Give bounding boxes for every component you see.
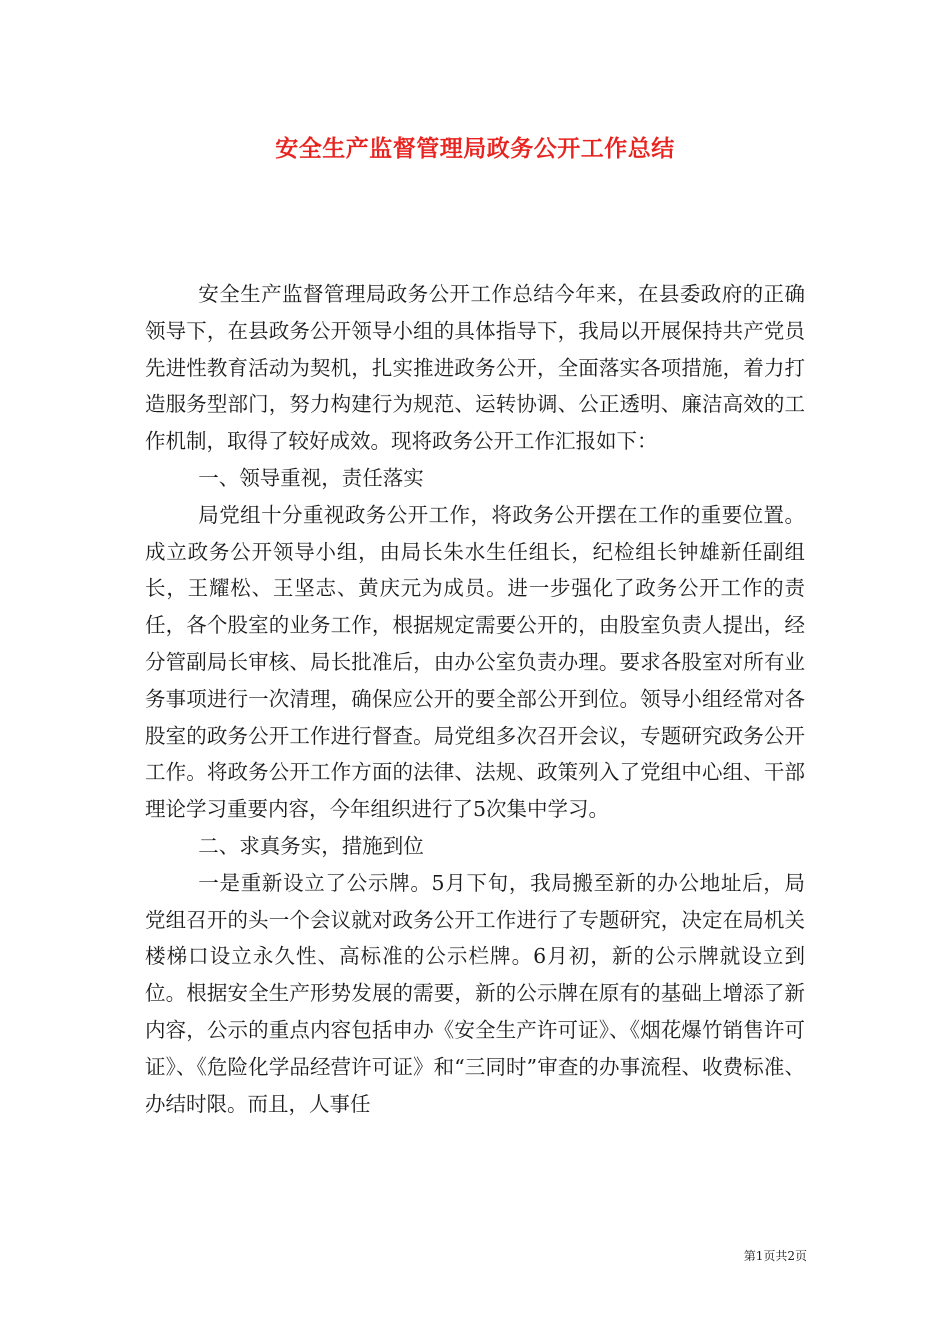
paragraph-intro: 安全生产监督管理局政务公开工作总结今年来，在县委政府的正确领导下，在县政务公开领导小组的具体指导下，我局以开展保持共产党员先进性教育活动为契机，扎实推进政务公开，全面落实各项措施，着力打造服务型部门，努力构建行为规范、运转协调、公正透明、廉洁高效的工作机制，取得了较好成效。现将政务公开工作汇报如下：	[145, 282, 805, 454]
page-number: 第1页共2页	[743, 1249, 807, 1263]
paragraph-leadership: 局党组十分重视政务公开工作，将政务公开摆在工作的重要位置。成立政务公开领导小组，由局长朱水生任组长，纪检组长钟雄新任副组长，王耀松、王坚志、黄庆元为成员。进一步强化了政务公开工作的责任，各个股室的业务工作，根据规定需要公开的，由股室负责人提出，经分管副局长审核、局长批准后，由办公室负责办理。要求各股室对所有业务事项进行一次清理，确保应公开的要全部公开到位。领导小组经常对各股室的政务公开工作进行督查。局党组多次召开会议，专题研究政务公开工作。将政务公开工作方面的法律、法规、政策列入了党组中心组、干部理论学习重要内容，今年组织进行了5次集中学习。	[145, 502, 805, 822]
document-body	[145, 276, 805, 1122]
section-heading-1: 一、领导重视，责任落实	[198, 465, 424, 490]
paragraph-measures: 一是重新设立了公示牌。5月下旬，我局搬至新的办公地址后，局党组召开的头一个会议就对政务公开工作进行了专题研究，决定在局机关楼梯口设立永久性、高标准的公示栏牌。6月初，新的公示牌就设立到位。根据安全生产形势发展的需要，新的公示牌在原有的基础上增添了新内容，公示的重点内容包括申办《安全生产许可证》、《烟花爆竹销售许可证》、《危险化学品经营许可证》和“三同时”审查的办事流程、收费标准、办结时限。而且，人事任	[145, 870, 805, 1116]
section-heading-2: 二、求真务实，措施到位	[198, 833, 424, 858]
document-title: 安全生产监督管理局政务公开工作总结	[275, 135, 675, 162]
